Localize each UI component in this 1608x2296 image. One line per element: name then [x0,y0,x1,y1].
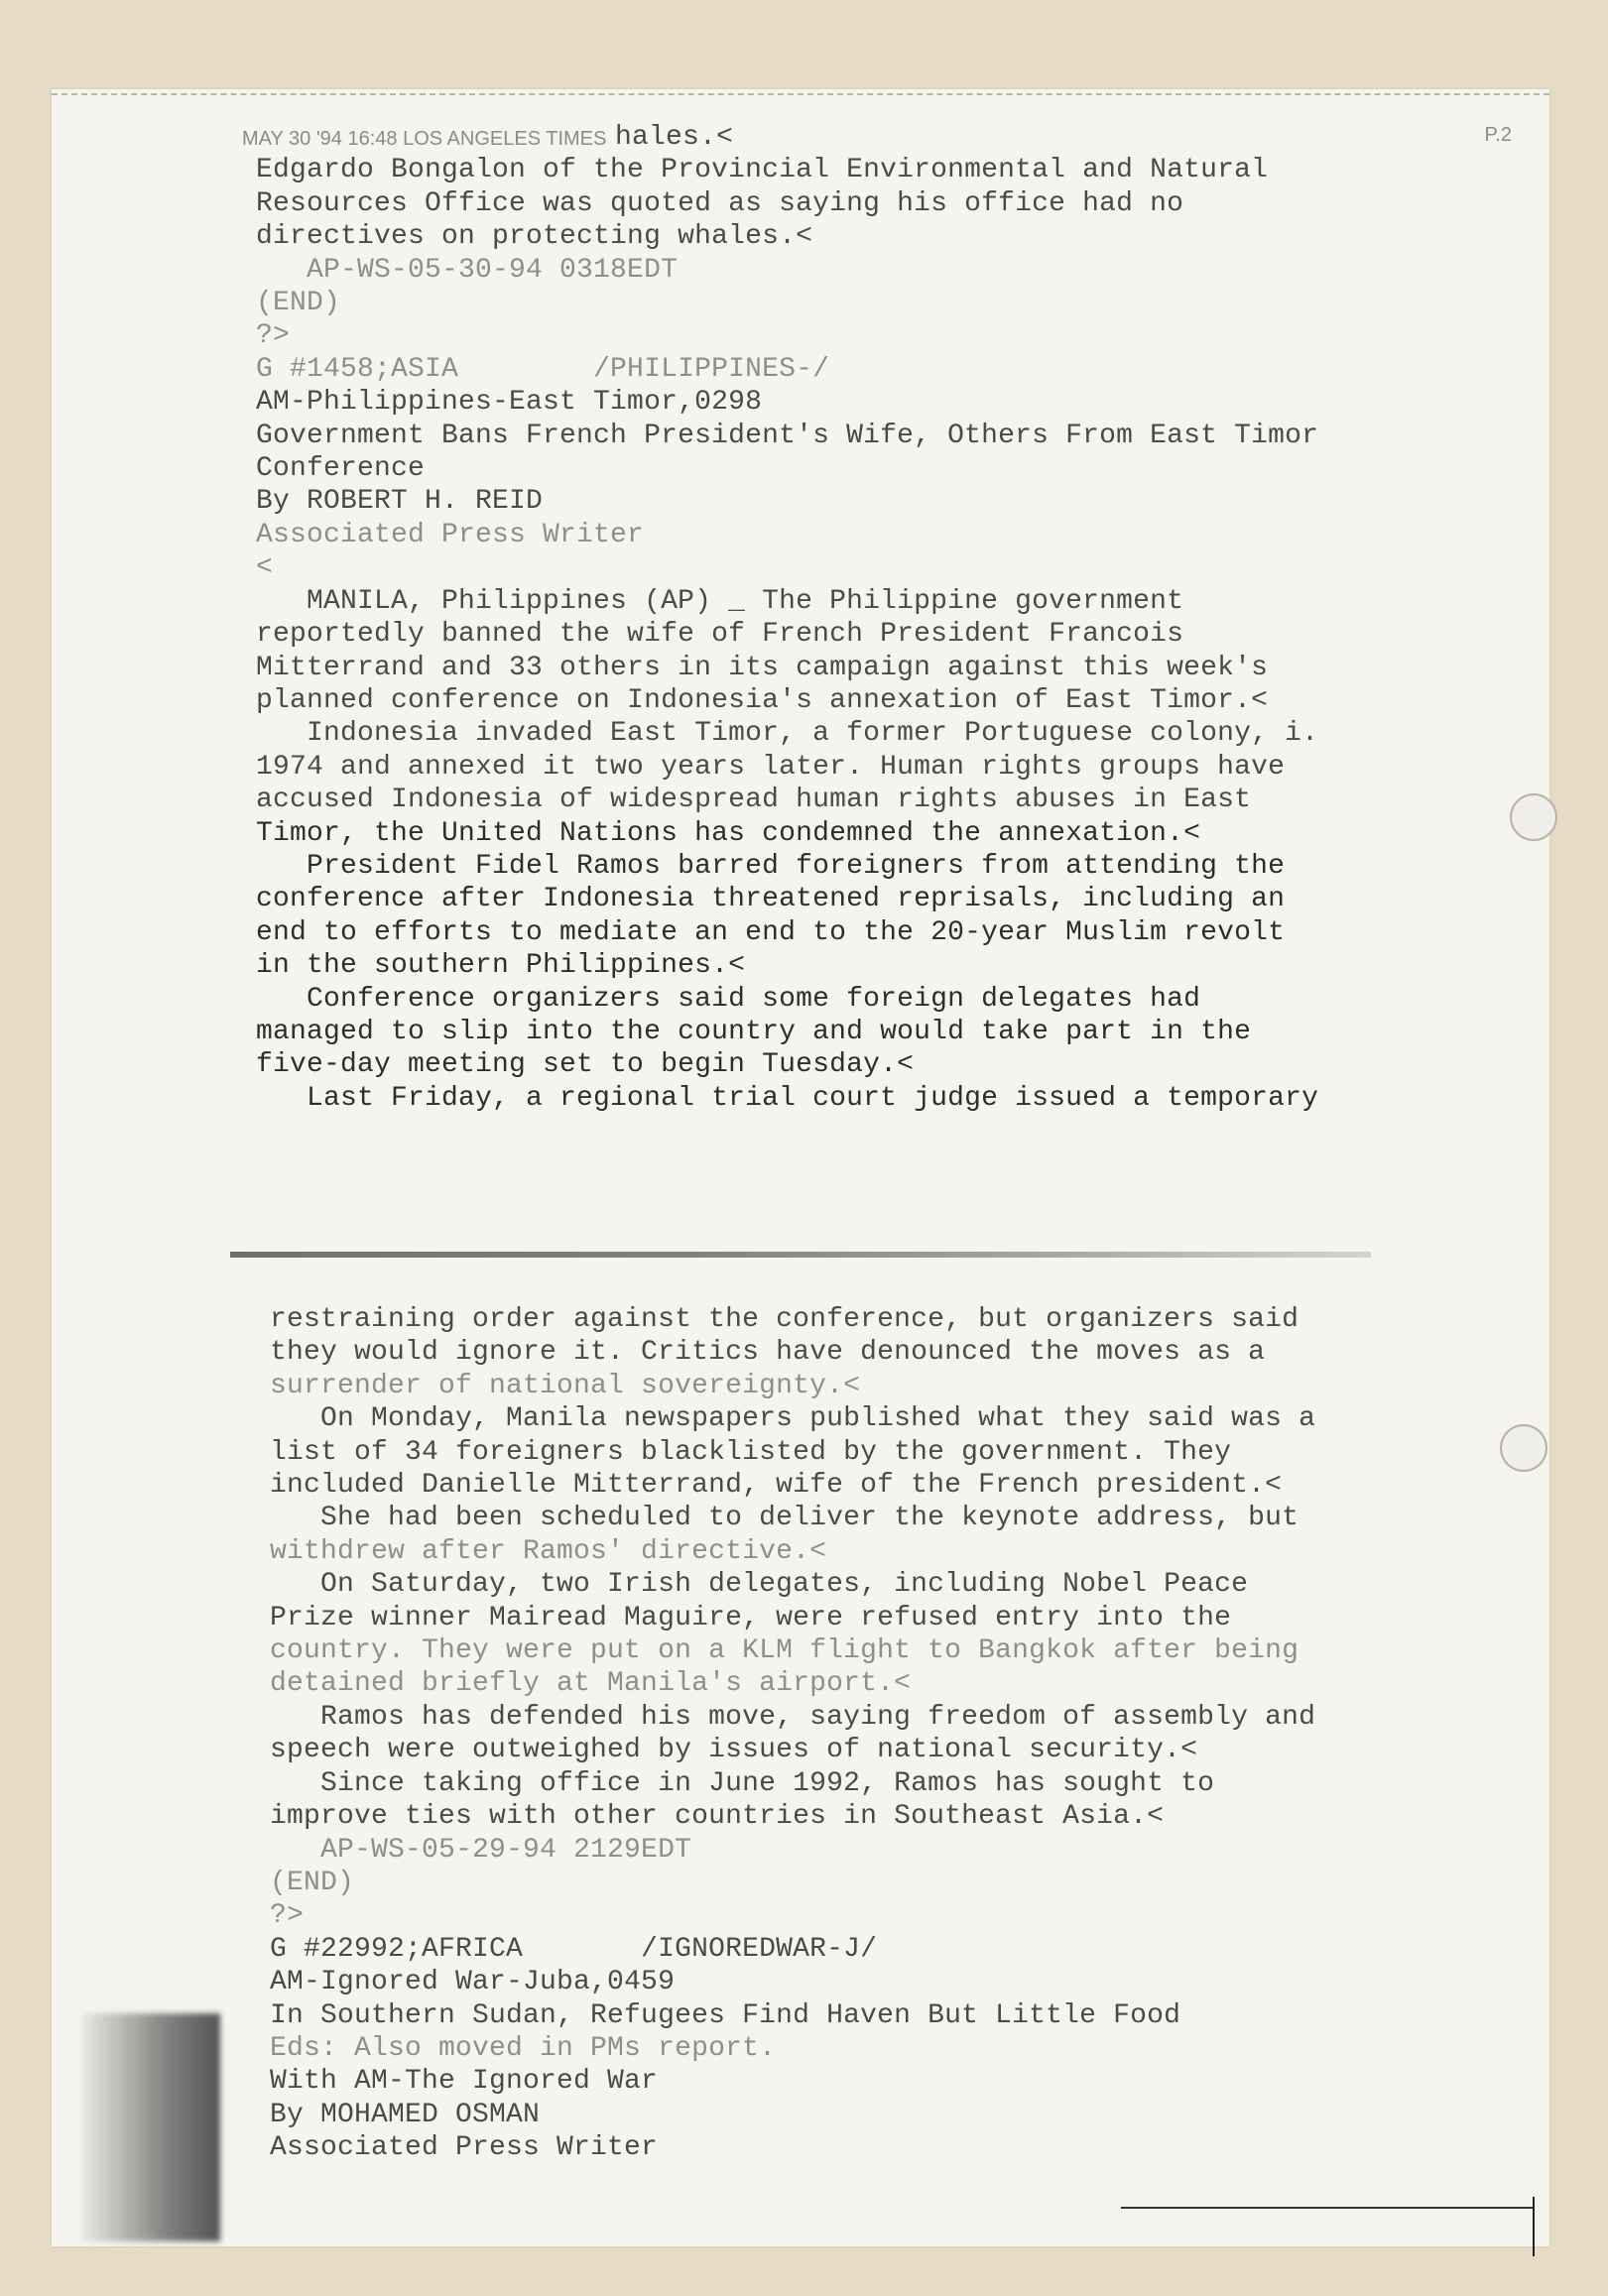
text-line: surrender of national sovereignty.< [270,1370,861,1401]
punch-hole [1500,1424,1547,1472]
torn-edge [1121,2207,1535,2209]
text-line: MANILA, Philippines (AP) _ The Philippine government [256,585,1184,617]
text-line: detained briefly at Manila's airport.< [270,1668,912,1700]
text-line: On Monday, Manila newspapers published what they said was a [270,1403,1316,1435]
text-line: end to efforts to mediate an end to the 20-year Muslim revolt [256,916,1286,948]
page-fold-line [230,1252,1371,1258]
text-line: AM-Ignored War-Juba,0459 [270,1967,676,1998]
fax-transmission-line: MAY 30 '94 16:48 LOS ANGELES TIMES [242,128,607,150]
text-line: ?> [256,320,291,352]
text-line: hales.< [615,122,734,153]
perforation-line [52,93,1549,95]
text-line: By ROBERT H. REID [256,486,544,518]
text-line: Government Bans French President's Wife, Others From East Timor [256,420,1319,451]
text-line: list of 34 foreigners blacklisted by the government. They [270,1436,1232,1468]
wire-story-top [256,121,1318,1115]
text-line: directives on protecting whales.< [256,221,813,253]
text-line: By MOHAMED OSMAN [270,2099,541,2130]
text-line: Associated Press Writer [270,2132,659,2164]
text-line: five-day meeting set to begin Tuesday.< [256,1049,915,1081]
text-line: accused Indonesia of widespread human rights abuses in East [256,785,1252,816]
text-line: they would ignore it. Critics have denounced the moves as a [270,1337,1266,1369]
text-line: She had been scheduled to deliver the keynote address, but [270,1503,1299,1534]
text-line: Mitterrand and 33 others in its campaign against this week's [256,652,1269,683]
punch-hole [1510,793,1557,841]
text-line: On Saturday, two Irish delegates, including Nobel Peace [270,1569,1249,1601]
text-line: AP-WS-05-30-94 0318EDT [256,254,679,286]
text-line: Edgardo Bongalon of the Provincial Environmental and Natural [256,155,1269,186]
text-line: restraining order against the conference, but organizers said [270,1304,1299,1335]
text-line: withdrew after Ramos' directive.< [270,1535,827,1567]
text-line: (END) [256,288,341,319]
text-line: in the southern Philippines.< [256,950,746,982]
text-line: Associated Press Writer [256,519,645,550]
text-line: In Southern Sudan, Refugees Find Haven But Little Food [270,1999,1181,2031]
text-line: (END) [270,1867,355,1898]
text-line: With AM-The Ignored War [270,2066,659,2098]
text-line: Eds: Also moved in PMs report. [270,2032,777,2064]
text-line: Resources Office was quoted as saying his office had no [256,187,1184,219]
text-line: AM-Philippines-East Timor,0298 [256,387,763,419]
text-line: managed to slip into the country and would take part in the [256,1016,1252,1047]
text-line: Timor, the United Nations has condemned the annexation.< [256,817,1201,849]
text-line: 1974 and annexed it two years later. Human rights groups have [256,751,1286,783]
text-line: country. They were put on a KLM flight to Bangkok after being [270,1635,1299,1667]
text-line: Conference organizers said some foreign delegates had [256,983,1201,1015]
text-line: speech were outweighed by issues of national security.< [270,1735,1198,1766]
text-line: G #22992;AFRICA /IGNOREDWAR-J/ [270,1933,878,1965]
text-line: President Fidel Ramos barred foreigners from attending the [256,850,1286,882]
text-line: G #1458;ASIA /PHILIPPINES-/ [256,353,830,385]
torn-edge-shadow [1533,2197,1535,2256]
text-line: included Danielle Mitterrand, wife of the French president.< [270,1470,1283,1502]
text-line: Last Friday, a regional trial court judge issued a temporary [256,1082,1319,1114]
text-line: Ramos has defended his move, saying freedom of assembly and [270,1701,1316,1733]
wire-story-bottom [270,1303,1315,2165]
text-line: Indonesia invaded East Timor, a former Portuguese colony, i. [256,718,1319,750]
text-line: planned conference on Indonesia's annexation of East Timor.< [256,684,1269,716]
text-line: improve ties with other countries in Southeast Asia.< [270,1801,1165,1833]
page-number: P.2 [1484,124,1512,146]
text-line: Conference [256,453,426,485]
text-line: reportedly banned the wife of French President Francois [256,619,1184,651]
scan-smudge [81,2013,220,2241]
text-line: ?> [270,1900,305,1932]
text-line: conference after Indonesia threatened reprisals, including an [256,884,1286,915]
text-line: AP-WS-05-29-94 2129EDT [270,1834,692,1866]
text-line: < [256,552,274,584]
text-line: Since taking office in June 1992, Ramos has sought to [270,1767,1215,1799]
text-line: Prize winner Mairead Maguire, were refused entry into the [270,1602,1232,1633]
